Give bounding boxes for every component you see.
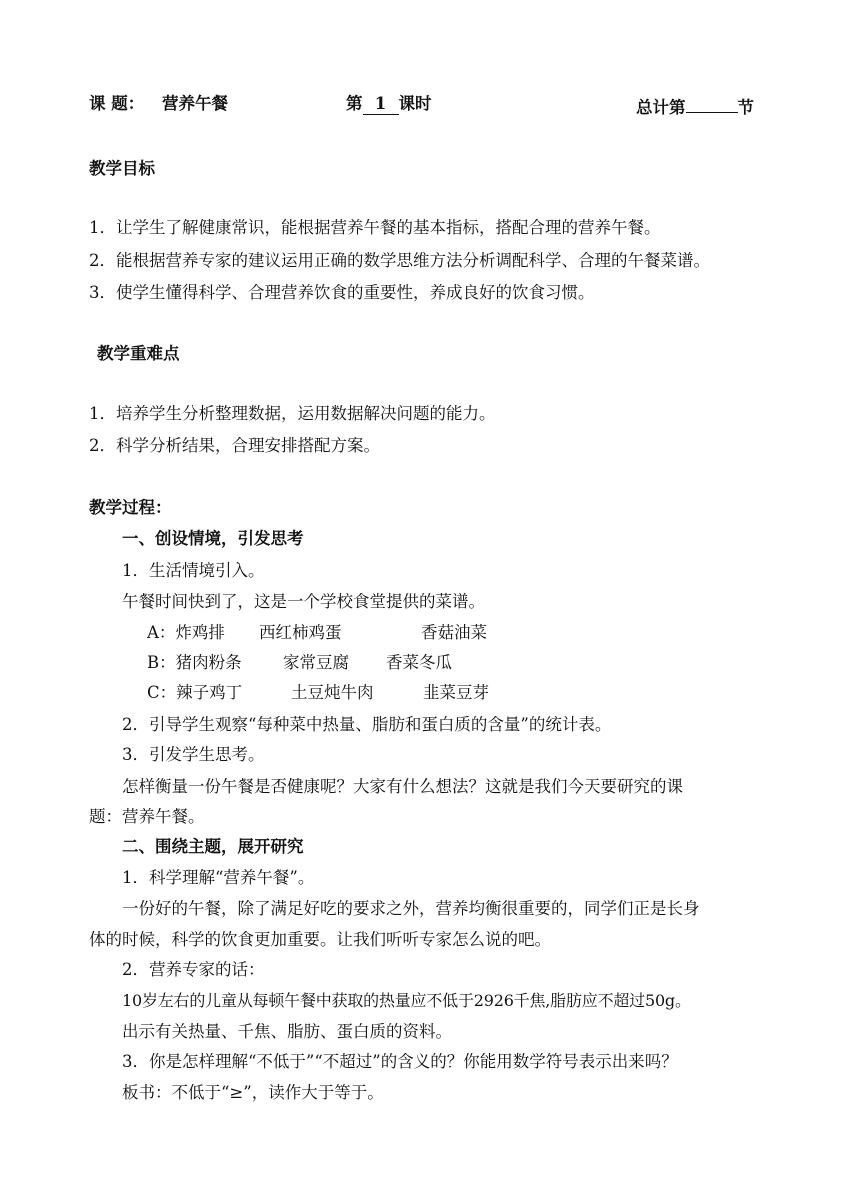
menu-dish: 香菇油菜 (421, 623, 487, 642)
key-point-item: 1．培养学生分析整理数据，运用数据解决问题的能力。 (89, 404, 496, 423)
menu-dish: 香菜冬瓜 (386, 653, 452, 672)
lesson-prefix: 第 (346, 94, 363, 113)
board-note: 板书：不低于“≥”，读作大于等于。 (122, 1083, 384, 1102)
section-title: 一、创设情境，引发思考 (122, 529, 304, 548)
lesson-header (0, 92, 860, 118)
paragraph-text: 一份好的午餐，除了满足好吃的要求之外，营养均衡很重要的，同学们正是长身 (122, 899, 700, 918)
menu-dish: 韭菜豆芽 (423, 683, 489, 702)
course-label: 课 题： (89, 94, 145, 113)
objective-item: 1．让学生了解健康常识，能根据营养午餐的基本指标，搭配合理的营养午餐。 (89, 218, 661, 237)
total-number (686, 92, 738, 113)
section-title: 二、围绕主题，展开研究 (122, 837, 304, 856)
key-point-item: 2．科学分析结果，合理安排搭配方案。 (89, 436, 380, 455)
menu-label: C：辣子鸡丁 (147, 683, 243, 702)
objectives-heading: 教学目标 (89, 159, 155, 178)
objective-item: 2．能根据营养专家的建议运用正确的数学思维方法分析调配科学、合理的午餐菜谱。 (89, 251, 710, 270)
menu-dish: 家常豆腐 (283, 653, 349, 672)
lesson-suffix: 课时 (398, 94, 432, 113)
menu-label: A：炸鸡排 (147, 623, 225, 642)
menu-dish: 土豆炖牛肉 (291, 683, 374, 702)
course-name: 营养午餐 (162, 94, 228, 113)
total-prefix: 总计第 (636, 98, 686, 117)
total-count-field (636, 92, 754, 120)
menu-dish: 西红柿鸡蛋 (259, 623, 342, 642)
paragraph-text: 题：营养午餐。 (89, 807, 205, 826)
objective-item: 3．使学生懂得科学、合理营养饮食的重要性，养成良好的饮食习惯。 (89, 283, 595, 302)
step-text: 1．生活情境引入。 (122, 561, 265, 580)
lesson-number-field (346, 92, 432, 116)
step-text: 1．科学理解“营养午餐”。 (122, 868, 315, 887)
menu-label: B：猪肉粉条 (147, 653, 242, 672)
total-suffix: 节 (737, 98, 754, 117)
step-text: 3．你是怎样理解“不低于”“不超过”的含义的？你能用数学符号表示出来吗？ (122, 1052, 678, 1071)
step-text: 2．引导学生观察“每种菜中热量、脂肪和蛋白质的含量”的统计表。 (122, 715, 612, 734)
paragraph-text: 出示有关热量、千焦、脂肪、蛋白质的资料。 (122, 1022, 452, 1041)
paragraph-text: 午餐时间快到了，这是一个学校食堂提供的菜谱。 (122, 592, 485, 611)
lesson-number: 1 (363, 94, 399, 115)
paragraph-text: 体的时候，科学的饮食更加重要。让我们听听专家怎么说的吧。 (89, 930, 551, 949)
expert-advice: 10岁左右的儿童从每顿午餐中获取的热量应不低于2926千焦,脂肪应不超过50g。 (122, 991, 691, 1010)
step-text: 3．引发学生思考。 (122, 745, 265, 764)
step-text: 2．营养专家的话： (122, 960, 265, 979)
paragraph-text: 怎样衡量一份午餐是否健康呢？大家有什么想法？这就是我们今天要研究的课 (122, 777, 683, 796)
key-points-heading: 教学重难点 (97, 344, 180, 363)
process-heading: 教学过程： (89, 498, 172, 517)
